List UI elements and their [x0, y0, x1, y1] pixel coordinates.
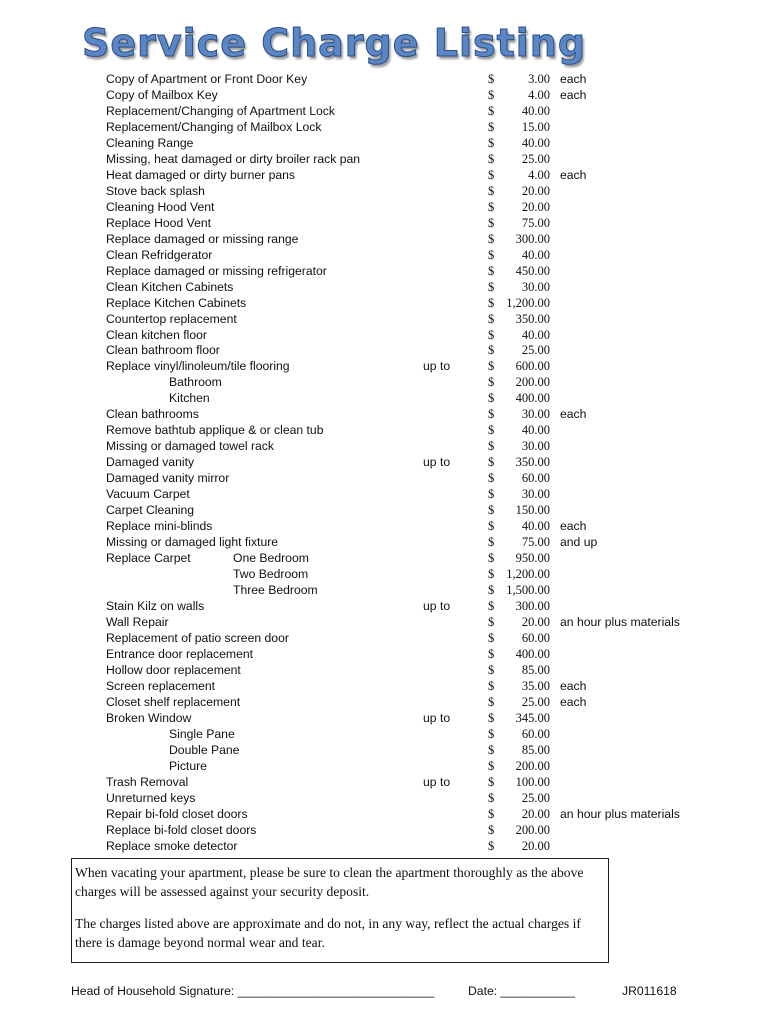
- list-item: [0, 679, 770, 695]
- item-amount: 30.00: [521, 439, 550, 454]
- item-label: Clean Refridgerator: [106, 247, 213, 262]
- item-label: Clean bathroom floor: [106, 343, 220, 358]
- item-amount: 300.00: [515, 231, 550, 246]
- item-sublabel: One Bedroom: [233, 551, 309, 566]
- item-label: Clean bathrooms: [106, 407, 199, 422]
- list-item: [0, 631, 770, 647]
- item-label: Replacement/Changing of Mailbox Lock: [106, 119, 322, 134]
- item-label: Clean Kitchen Cabinets: [106, 279, 234, 294]
- item-amount: 20.00: [521, 183, 550, 198]
- notice-paragraph-2: The charges listed above are approximate and do not, in any way, reflect the actual charges if there is damage beyond normal wear and tear.: [75, 916, 581, 950]
- list-item: [0, 423, 770, 439]
- currency-symbol: $: [488, 742, 495, 757]
- item-amount: 200.00: [515, 758, 550, 773]
- item-note: each: [560, 87, 587, 102]
- list-item: [0, 551, 770, 567]
- item-amount: 100.00: [515, 774, 550, 789]
- list-item: [0, 503, 770, 519]
- list-item: [0, 583, 770, 599]
- item-label: Replace damaged or missing range: [106, 231, 299, 246]
- item-amount: 15.00: [521, 119, 550, 134]
- item-note: an hour plus materials: [560, 614, 680, 629]
- currency-symbol: $: [488, 167, 495, 182]
- item-sublabel: Two Bedroom: [233, 567, 309, 582]
- item-label: Single Pane: [169, 726, 235, 741]
- currency-symbol: $: [488, 758, 495, 773]
- item-amount: 200.00: [515, 375, 550, 390]
- signature-line: Head of Household Signature: _____________________________: [71, 984, 435, 998]
- item-label: Unreturned keys: [106, 790, 196, 805]
- item-amount: 1,200.00: [506, 295, 550, 310]
- currency-symbol: $: [488, 279, 495, 294]
- list-item: [0, 152, 770, 168]
- item-label: Replace damaged or missing refrigerator: [106, 263, 327, 278]
- currency-symbol: $: [488, 327, 495, 342]
- list-item: [0, 264, 770, 280]
- item-note: and up: [560, 535, 598, 550]
- list-item: [0, 775, 770, 791]
- list-item: [0, 168, 770, 184]
- item-amount: 20.00: [521, 806, 550, 821]
- item-label: Wall Repair: [106, 614, 169, 629]
- currency-symbol: $: [488, 72, 495, 86]
- item-sublabel: Three Bedroom: [233, 583, 318, 597]
- page-title: Service Charge Listing: [82, 21, 587, 65]
- list-item: [0, 759, 770, 775]
- list-item: [0, 615, 770, 631]
- item-label: Double Pane: [169, 742, 240, 757]
- item-amount: 1,500.00: [506, 583, 550, 597]
- list-item: [0, 743, 770, 759]
- list-item: [0, 391, 770, 407]
- item-label: Missing, heat damaged or dirty broiler rack pan: [106, 151, 361, 166]
- item-label: Heat damaged or dirty burner pans: [106, 167, 296, 182]
- currency-symbol: $: [488, 183, 495, 198]
- item-label: Closet shelf replacement: [106, 694, 241, 709]
- list-item: [0, 807, 770, 823]
- list-item: [0, 120, 770, 136]
- item-label: Picture: [169, 758, 207, 773]
- list-item: [0, 312, 770, 328]
- list-item: [0, 695, 770, 711]
- currency-symbol: $: [488, 103, 495, 118]
- item-amount: 75.00: [521, 215, 550, 230]
- item-label: Countertop replacement: [106, 311, 237, 326]
- currency-symbol: $: [488, 471, 495, 486]
- list-item: [0, 184, 770, 200]
- item-amount: 40.00: [521, 519, 550, 534]
- item-label: Screen replacement: [106, 678, 216, 693]
- currency-symbol: $: [488, 87, 495, 102]
- currency-symbol: $: [488, 247, 495, 262]
- list-item: [0, 455, 770, 471]
- list-item: [0, 711, 770, 727]
- currency-symbol: $: [488, 343, 495, 358]
- list-item: [0, 343, 770, 359]
- currency-symbol: $: [488, 838, 495, 853]
- item-label: Vacuum Carpet: [106, 487, 190, 502]
- item-amount: 35.00: [521, 678, 550, 693]
- list-item: [0, 248, 770, 264]
- item-qualifier: up to: [423, 598, 451, 613]
- item-amount: 60.00: [521, 726, 550, 741]
- notice-box: [71, 858, 609, 963]
- item-amount: 25.00: [521, 790, 550, 805]
- currency-symbol: $: [488, 774, 495, 789]
- item-label: Copy of Apartment or Front Door Key: [106, 72, 308, 86]
- currency-symbol: $: [488, 822, 495, 837]
- item-label: Clean kitchen floor: [106, 327, 207, 342]
- item-label: Replace Hood Vent: [106, 215, 212, 230]
- item-label: Replace vinyl/linoleum/tile flooring: [106, 359, 290, 374]
- item-amount: 20.00: [521, 614, 550, 629]
- item-qualifier: up to: [423, 774, 451, 789]
- item-amount: 950.00: [515, 551, 550, 566]
- currency-symbol: $: [488, 806, 495, 821]
- currency-symbol: $: [488, 598, 495, 613]
- currency-symbol: $: [488, 119, 495, 134]
- item-label: Replacement of patio screen door: [106, 630, 289, 645]
- currency-symbol: $: [488, 135, 495, 150]
- currency-symbol: $: [488, 487, 495, 502]
- item-label: Damaged vanity mirror: [106, 471, 230, 486]
- item-amount: 1,200.00: [506, 567, 550, 582]
- item-note: each: [560, 678, 587, 693]
- list-item: [0, 375, 770, 391]
- item-label: Missing or damaged towel rack: [106, 439, 274, 454]
- item-amount: 40.00: [521, 423, 550, 438]
- item-label: Copy of Mailbox Key: [106, 87, 218, 102]
- item-amount: 60.00: [521, 471, 550, 486]
- item-amount: 30.00: [521, 407, 550, 422]
- currency-symbol: $: [488, 295, 495, 310]
- list-item: [0, 727, 770, 743]
- item-amount: 350.00: [515, 311, 550, 326]
- list-item: [0, 232, 770, 248]
- item-label: Trash Removal: [106, 774, 189, 789]
- item-amount: 450.00: [515, 263, 550, 278]
- list-item: [0, 136, 770, 152]
- list-item: [0, 104, 770, 120]
- list-item: [0, 519, 770, 535]
- currency-symbol: $: [488, 263, 495, 278]
- currency-symbol: $: [488, 151, 495, 166]
- currency-symbol: $: [488, 407, 495, 422]
- item-amount: 3.00: [528, 72, 550, 86]
- item-amount: 40.00: [521, 327, 550, 342]
- item-amount: 150.00: [515, 503, 550, 518]
- item-amount: 400.00: [515, 646, 550, 661]
- item-amount: 40.00: [521, 103, 550, 118]
- list-item: [0, 471, 770, 487]
- currency-symbol: $: [488, 694, 495, 709]
- item-label: Repair bi-fold closet doors: [106, 806, 248, 821]
- currency-symbol: $: [488, 646, 495, 661]
- item-label: Stove back splash: [106, 183, 205, 198]
- list-item: [0, 647, 770, 663]
- currency-symbol: $: [488, 215, 495, 230]
- currency-symbol: $: [488, 583, 495, 597]
- item-label: Replace Kitchen Cabinets: [106, 295, 247, 310]
- list-item: [0, 535, 770, 551]
- service-charge-list: [0, 72, 770, 854]
- footer: [71, 984, 691, 1000]
- item-amount: 85.00: [521, 662, 550, 677]
- currency-symbol: $: [488, 455, 495, 470]
- list-item: [0, 328, 770, 344]
- item-label: Remove bathtub applique & or clean tub: [106, 423, 324, 438]
- item-label: Replacement/Changing of Apartment Lock: [106, 103, 335, 118]
- item-qualifier: up to: [423, 455, 451, 470]
- item-amount: 25.00: [521, 151, 550, 166]
- item-note: each: [560, 167, 587, 182]
- item-amount: 30.00: [521, 279, 550, 294]
- list-item: [0, 487, 770, 503]
- item-amount: 20.00: [521, 199, 550, 214]
- item-label: Damaged vanity: [106, 455, 195, 470]
- currency-symbol: $: [488, 726, 495, 741]
- item-qualifier: up to: [423, 359, 451, 374]
- list-item: [0, 216, 770, 232]
- currency-symbol: $: [488, 199, 495, 214]
- currency-symbol: $: [488, 503, 495, 518]
- item-amount: 30.00: [521, 487, 550, 502]
- item-amount: 345.00: [515, 710, 550, 725]
- currency-symbol: $: [488, 391, 495, 406]
- currency-symbol: $: [488, 790, 495, 805]
- item-amount: 350.00: [515, 455, 550, 470]
- item-label: Cleaning Hood Vent: [106, 199, 215, 214]
- item-label: Replace smoke detector: [106, 838, 238, 853]
- item-label: Kitchen: [169, 391, 210, 406]
- item-qualifier: up to: [423, 710, 451, 725]
- list-item: [0, 567, 770, 583]
- list-item: [0, 72, 770, 88]
- item-label: Broken Window: [106, 710, 192, 725]
- item-label: Bathroom: [169, 375, 222, 390]
- notice-paragraph-1: When vacating your apartment, please be sure to clean the apartment thoroughly as the above charges will be assessed against your security deposit.: [75, 865, 584, 899]
- list-item: [0, 88, 770, 104]
- item-amount: 60.00: [521, 630, 550, 645]
- item-label: Missing or damaged light fixture: [106, 535, 279, 550]
- item-label: Replace bi-fold closet doors: [106, 822, 257, 837]
- item-label: Cleaning Range: [106, 135, 194, 150]
- item-amount: 200.00: [515, 822, 550, 837]
- list-item: [0, 791, 770, 807]
- list-item: [0, 200, 770, 216]
- list-item: [0, 407, 770, 423]
- item-note: each: [560, 407, 587, 422]
- list-item: [0, 823, 770, 839]
- item-note: each: [560, 519, 587, 534]
- item-amount: 85.00: [521, 742, 550, 757]
- currency-symbol: $: [488, 439, 495, 454]
- list-item: [0, 439, 770, 455]
- item-amount: 25.00: [521, 694, 550, 709]
- item-note: each: [560, 694, 587, 709]
- currency-symbol: $: [488, 359, 495, 374]
- currency-symbol: $: [488, 567, 495, 582]
- currency-symbol: $: [488, 710, 495, 725]
- item-label: Carpet Cleaning: [106, 503, 195, 518]
- list-item: [0, 839, 770, 855]
- item-amount: 4.00: [528, 87, 550, 102]
- item-note: an hour plus materials: [560, 806, 680, 821]
- item-label: Hollow door replacement: [106, 662, 241, 677]
- currency-symbol: $: [488, 535, 495, 550]
- item-amount: 40.00: [521, 247, 550, 262]
- list-item: [0, 359, 770, 375]
- currency-symbol: $: [488, 375, 495, 390]
- item-amount: 400.00: [515, 391, 550, 406]
- currency-symbol: $: [488, 551, 495, 566]
- item-note: each: [560, 72, 587, 86]
- item-amount: 600.00: [515, 359, 550, 374]
- currency-symbol: $: [488, 231, 495, 246]
- item-label: Replace mini-blinds: [106, 519, 213, 534]
- item-label: Replace Carpet: [106, 551, 191, 566]
- list-item: [0, 599, 770, 615]
- item-amount: 20.00: [521, 838, 550, 853]
- currency-symbol: $: [488, 678, 495, 693]
- list-item: [0, 280, 770, 296]
- item-amount: 300.00: [515, 598, 550, 613]
- item-amount: 25.00: [521, 343, 550, 358]
- item-amount: 4.00: [528, 167, 550, 182]
- currency-symbol: $: [488, 662, 495, 677]
- item-amount: 75.00: [521, 535, 550, 550]
- date-line: Date: ___________: [468, 984, 576, 998]
- currency-symbol: $: [488, 519, 495, 534]
- form-code: JR011618: [622, 984, 677, 998]
- item-label: Entrance door replacement: [106, 646, 254, 661]
- list-item: [0, 663, 770, 679]
- currency-symbol: $: [488, 630, 495, 645]
- item-label: Stain Kilz on walls: [106, 598, 205, 613]
- item-amount: 40.00: [521, 135, 550, 150]
- list-item: [0, 296, 770, 312]
- currency-symbol: $: [488, 614, 495, 629]
- currency-symbol: $: [488, 423, 495, 438]
- currency-symbol: $: [488, 311, 495, 326]
